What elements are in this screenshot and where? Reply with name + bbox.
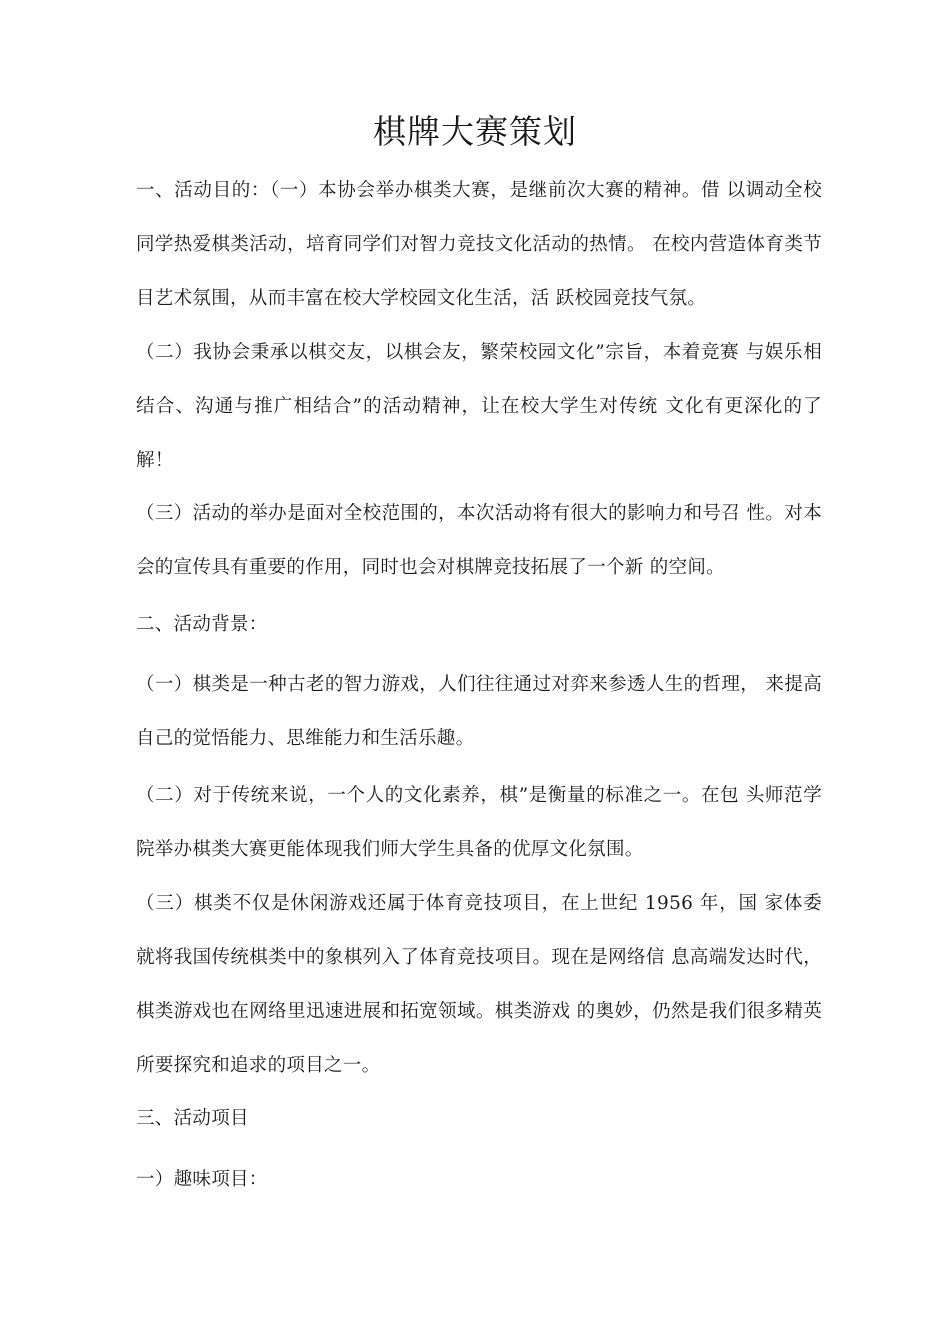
paragraph-purpose-2: （二）我协会秉承以棋交友，以棋会友，繁荣校园文化”宗旨，本着竞赛 与娱乐相结合、沟通与推广相结合”的活动精神，让在校大学生对传统 文化有更深化的了解！ <box>136 342 822 471</box>
document-title: 棋牌大赛策划 <box>373 112 577 151</box>
section-heading-projects: 三、活动项目 <box>136 1108 249 1129</box>
section-heading-background: 二、活动背景： <box>136 614 268 635</box>
paragraph-purpose-1: 一、活动目的：（一）本协会举办棋类大赛，是继前次大赛的精神。借 以调动全校同学热爱棋类活动，培育同学们对智力竞技文化活动的热情。 在校内营造体育类节目艺术氛围，从而丰富在校大学校园文化生活，活 跃校园竞技气氛。 <box>136 180 822 309</box>
paragraph-background-2: （二）对于传统来说，一个人的文化素养，棋”是衡量的标准之一。在包 头师范学院举办棋类大赛更能体现我们师大学生具备的优厚文化氛围。 <box>136 785 822 860</box>
paragraph-background-1: （一）棋类是一种古老的智力游戏，人们往往通过对弈来参透人生的哲理， 来提高自己的觉悟能力、思维能力和生活乐趣。 <box>136 674 822 749</box>
subsection-heading-fun-projects: 一）趣味项目： <box>136 1169 268 1190</box>
paragraph-background-3: （三）棋类不仅是休闲游戏还属于体育竞技项目，在上世纪 1956 年，国 家体委就将我国传统棋类中的象棋列入了体育竞技项目。现在是网络信 息高端发达时代，棋类游戏也在网络里迅速进展和拓宽领域。棋类游戏 的奥妙，仍然是我们很多精英所要探究和追求的项目之一。 <box>136 893 822 1076</box>
paragraph-purpose-3: （三）活动的举办是面对全校范围的，本次活动将有很大的影响力和号召 性。对本会的宣传具有重要的作用，同时也会对棋牌竞技拓展了一个新 的空间。 <box>136 503 822 578</box>
